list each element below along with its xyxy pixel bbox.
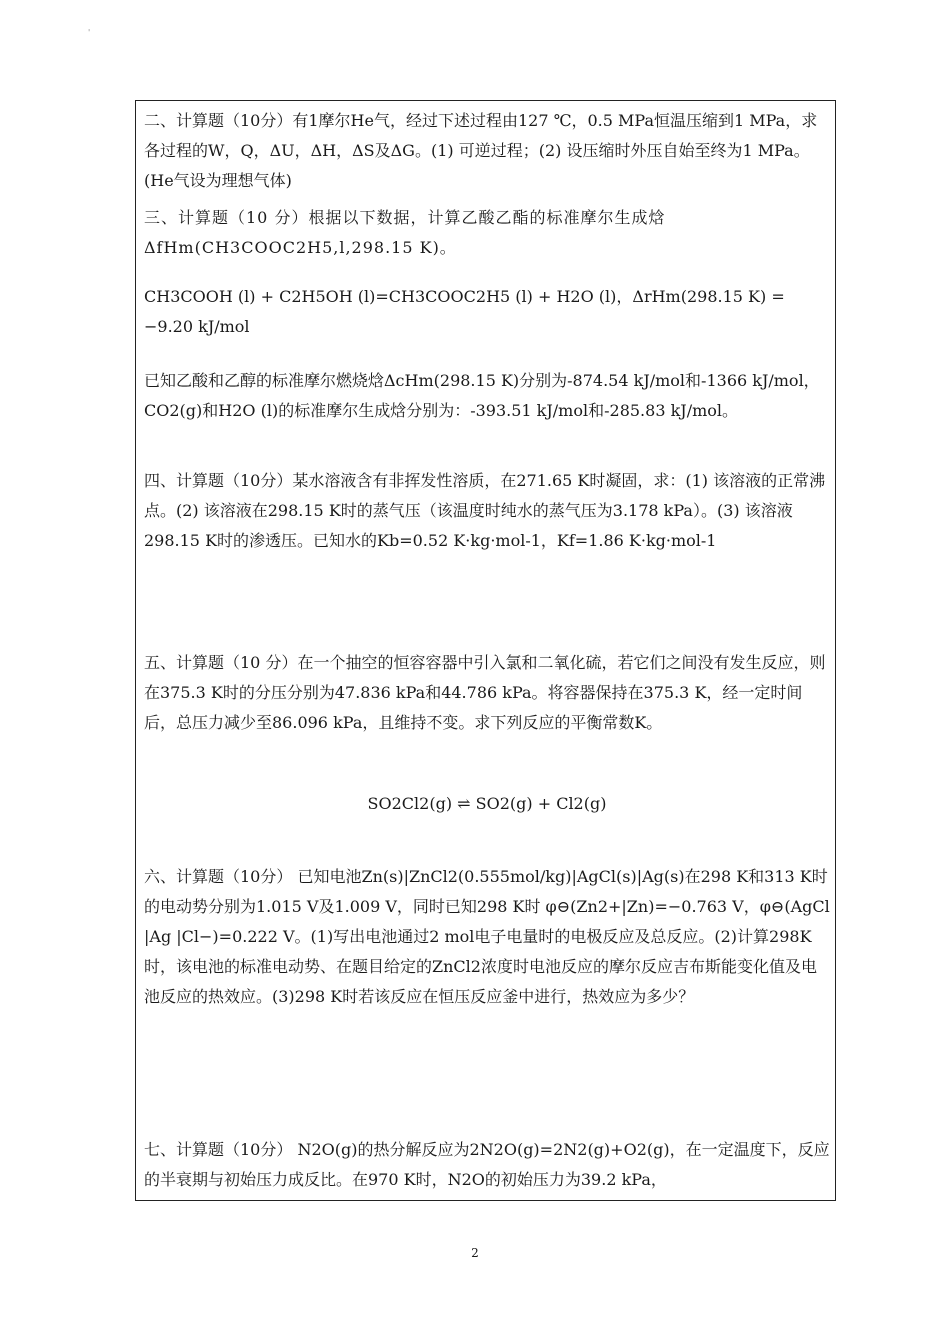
equilibrium-equation: SO2Cl2(g) ⇌ SO2(g) + Cl2(g) <box>367 794 607 813</box>
question-7: 七、计算题（10分） N2O(g)的热分解反应为2N2O(g)=2N2(g)+O2(g)，在一定温度下，反应的半衰期与初始压力成反比。在970 K时，N2O的初始压力为39.2 kPa， <box>144 1140 830 1189</box>
scan-speck: ' <box>88 28 91 37</box>
page-number: 2 <box>471 1246 479 1260</box>
question-2: 二、计算题（10分）有1摩尔He气，经过下述过程由127 ℃，0.5 MPa恒温压缩到1 MPa，求各过程的W，Q，ΔU，ΔH，ΔS及ΔG。(1) 可逆过程；(2) 设压缩时外压自始至终为1 MPa。(He气设为理想气体) <box>144 111 818 190</box>
question-5: 五、计算题（10 分）在一个抽空的恒容容器中引入氯和二氧化硫，若它们之间没有发生反应，则在375.3 K时的分压分别为47.836 kPa和44.786 kPa。将容器保持在375.3 K，经一定时间后，总压力减少至86.096 kPa，且维持不变。求下列反应的平衡常数K。 <box>144 653 826 732</box>
question-3-data: 已知乙酸和乙醇的标准摩尔燃烧焓ΔcHm(298.15 K)分别为-874.54 kJ/mol和-1366 kJ/mol，CO2(g)和H2O (l)的标准摩尔生成焓分别为：-393.51 kJ/mol和-285.83 kJ/mol。 <box>144 371 820 420</box>
question-6: 六、计算题（10分） 已知电池Zn(s)|ZnCl2(0.555mol/kg)|AgCl(s)|Ag(s)在298 K和313 K时的电动势分别为1.015 V及1.009 V，同时已知298 K时 φ⊖(Zn2+|Zn)=−0.763 V，φ⊖(AgCl |Ag |Cl−)=0.222 V。(1)写出电池通过2 mol电子电量时的电极反应及总反应。(2)计算298K时，该电池的标准电动势、在题目给定的ZnCl2浓度时电池反应的摩尔反应吉布斯能变化值及电池反应的热效应。(3)298 K时若该反应在恒压反应釜中进行，热效应为多少？ <box>144 867 830 1006</box>
question-4: 四、计算题（10分）某水溶液含有非挥发性溶质，在271.65 K时凝固，求：(1) 该溶液的正常沸点。(2) 该溶液在298.15 K时的蒸气压（该温度时纯水的蒸气压为3.178 kPa）。(3) 该溶液298.15 K时的渗透压。已知水的Kb=0.52 K·kg·mol-1，Kf=1.86 K·kg·mol-1 <box>144 471 826 550</box>
question-3-intro: 三、计算题（10 分）根据以下数据，计算乙酸乙酯的标准摩尔生成焓 ΔfHm(CH3COOC2H5,l,298.15 K)。 <box>144 208 666 257</box>
question-3-reaction: CH3COOH (l) + C2H5OH (l)=CH3COOC2H5 (l) + H2O (l)，ΔrHm(298.15 K) = −9.20 kJ/mol <box>144 287 785 336</box>
